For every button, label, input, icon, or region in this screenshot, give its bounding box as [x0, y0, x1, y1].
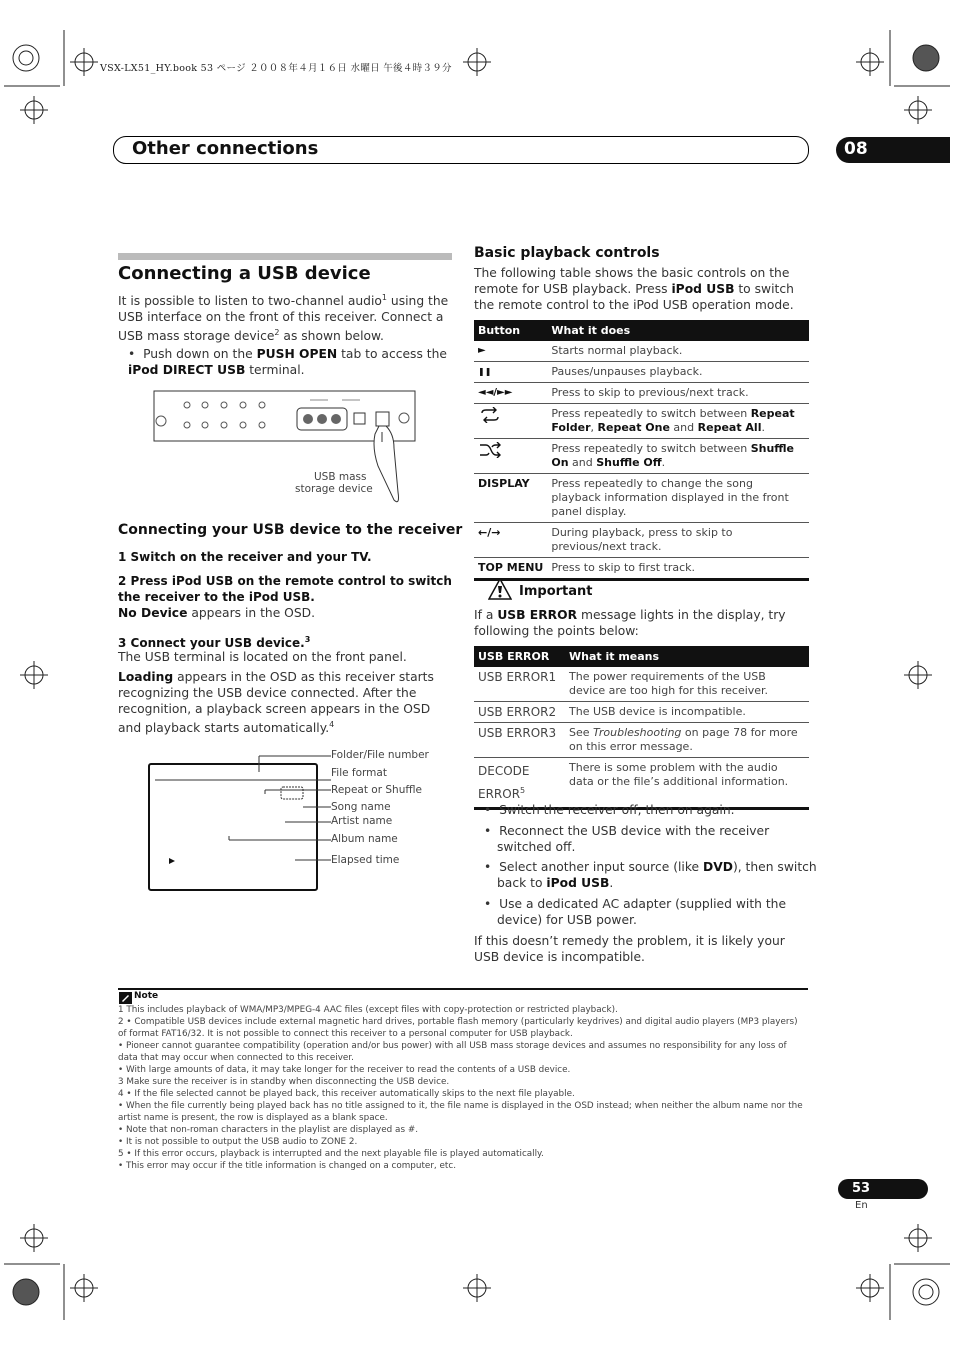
- osd-playback-screen: [145, 750, 335, 895]
- footnote-line: 2 • Compatible USB devices include external magnetic hard drives, portable flash memory (particularly keydrives) and digital audio players (MP3 players) of format FAT16/32. It is not possible to connect this receiver to a personal computer for USB playback.: [118, 1017, 798, 1039]
- footnote-line: 5 • If this error occurs, playback is interrupted and the next playable file is played automatically.: [118, 1149, 544, 1159]
- footnote-line: • Pioneer cannot guarantee compatibility (operation and/or bus power) with all USB mass storage devices and assumes no responsibility for any loss of data that may occur when connected to this receiver.: [118, 1041, 787, 1063]
- usb-error-table: [474, 646, 809, 810]
- step-3-detail-1: The USB terminal is located on the front panel.: [118, 650, 407, 664]
- shuffle-icon: [478, 442, 502, 458]
- chapter-badge: [836, 137, 950, 163]
- receiver-front-panel-illustration: [150, 388, 420, 506]
- table-row: USB ERROR3 See Troubleshooting on page 78 for more on this error message.: [474, 723, 809, 758]
- table-row: DECODE ERROR$^5$ There is some problem with the audio data or the file’s additional information.: [474, 758, 809, 809]
- page-number: 53: [852, 1181, 871, 1196]
- note-icon: [119, 992, 132, 1004]
- device-label-line1: USB mass: [314, 471, 367, 483]
- footnote-line: • Note that non-roman characters in the playlist are displayed as #.: [118, 1125, 418, 1135]
- osd-label-folder: Folder/File number: [331, 749, 429, 761]
- footnote-line: 1 This includes playback of WMA/MP3/MPEG-4 AAC files (except files with copy-protection or restricted playback).: [118, 1005, 618, 1015]
- subsection-title-connecting: Connecting your USB device to the receiver: [118, 522, 463, 538]
- print-info-line: VSX-LX51_HY.book 53 ページ ２００８年４月１６日 水曜日 午後４時３９分: [100, 63, 452, 74]
- page-number-badge: [838, 1179, 928, 1199]
- footnote-line: • This error may occur if the title information is changed on a computer, etc.: [118, 1161, 457, 1171]
- device-label-line2: storage device: [295, 483, 373, 495]
- step-2: 2 Press iPod USB on the remote control to switch the receiver to the iPod USB.: [118, 574, 452, 604]
- osd-label-repeat: Repeat or Shuffle: [331, 784, 422, 796]
- notes-title: Note: [134, 991, 159, 1001]
- footnote-line: 4 • If the file selected cannot be played back, this receiver automatically skips to the next file playable.: [118, 1089, 575, 1099]
- table-row: USB ERROR2 The USB device is incompatible.: [474, 702, 809, 723]
- table-row: USB ERROR1 The power requirements of the USB device are too high for this receiver.: [474, 667, 809, 702]
- error-bullet-2: • Reconnect the USB device with the receiver switched off.: [484, 824, 770, 854]
- header-title: Other connections: [132, 138, 319, 159]
- col-header-meaning: What it means: [565, 646, 809, 667]
- step-3: 3 Connect your USB device.$^3$: [118, 635, 311, 650]
- footnote-line: • When the file currently being played back has no title assigned to it, the file name is displayed in the OSD instead; when neither the album name nor the artist name is present, the row is displayed as a blank space.: [118, 1101, 803, 1123]
- error-bullet-3: • Select another input source (like DVD), then switch back to iPod USB.: [484, 860, 817, 890]
- footnote-line: • It is not possible to output the USB audio to ZONE 2.: [118, 1137, 358, 1147]
- osd-label-elapsed: Elapsed time: [331, 854, 400, 866]
- table-row: ←/→ During playback, press to skip to previous/next track.: [474, 523, 809, 558]
- step-3-detail-2: Loading appears in the OSD as this receiver starts recognizing the USB device connected. After the recognition, a playback screen appears in the OSD and playback starts automatically.$^4$: [118, 670, 434, 736]
- playback-intro: The following table shows the basic controls on the remote for USB playback. Press iPod USB to switch the remote control to the iPod USB operation mode.: [474, 266, 794, 312]
- table-row: TOP MENU Press to skip to first track.: [474, 558, 809, 580]
- push-open-bullet: • Push down on the PUSH OPEN tab to access the iPod DIRECT USB terminal.: [128, 347, 447, 377]
- table-row: ❚❚ Pauses/unpauses playback.: [474, 362, 809, 383]
- error-bullet-4: • Use a dedicated AC adapter (supplied with the device) for USB power.: [484, 897, 787, 927]
- table-row: Press repeatedly to switch between Shuffle On and Shuffle Off.: [474, 439, 809, 474]
- important-icon: [488, 578, 512, 600]
- osd-label-artist: Artist name: [331, 815, 393, 827]
- table-row: Press repeatedly to switch between Repeat Folder, Repeat One and Repeat All.: [474, 404, 809, 439]
- osd-label-album: Album name: [331, 833, 398, 845]
- closing-paragraph: If this doesn’t remedy the problem, it is likely your USB device is incompatible.: [474, 934, 785, 964]
- footnote-line: • With large amounts of data, it may take longer for the receiver to read the contents of a USB device.: [118, 1065, 571, 1075]
- important-text: If a USB ERROR message lights in the display, try following the points below:: [474, 608, 786, 638]
- table-row: ► Starts normal playback.: [474, 341, 809, 362]
- col-header-error: USB ERROR: [474, 646, 565, 667]
- important-title: Important: [519, 584, 593, 599]
- chapter-number: 08: [844, 139, 868, 159]
- section-title: Connecting a USB device: [118, 263, 371, 284]
- table-row: ◄◄/►► Press to skip to previous/next track.: [474, 383, 809, 404]
- col-header-what: What it does: [547, 320, 809, 341]
- osd-label-format: File format: [331, 767, 387, 779]
- col-header-button: Button: [474, 320, 547, 341]
- footnote-line: 3 Make sure the receiver is in standby when disconnecting the USB device.: [118, 1077, 450, 1087]
- page-language: En: [855, 1200, 868, 1211]
- error-bullet-1: • Switch the receiver off, then on again.: [484, 803, 735, 817]
- footnotes: [118, 1004, 808, 1172]
- table-row: DISPLAY Press repeatedly to change the song playback information displayed in the front panel display.: [474, 474, 809, 523]
- intro-paragraph: It is possible to listen to two-channel audio$^1$ using the USB interface on the front of this receiver. Connect a USB mass storage device$^2$ as shown below.: [118, 293, 449, 344]
- subsection-title-playback: Basic playback controls: [474, 245, 660, 261]
- step-1: 1 Switch on the receiver and your TV.: [118, 550, 372, 564]
- osd-label-song: Song name: [331, 801, 391, 813]
- section-divider: [118, 253, 452, 260]
- repeat-icon: [478, 407, 502, 423]
- step-2-detail: No Device appears in the OSD.: [118, 606, 316, 620]
- notes-divider: [118, 988, 808, 990]
- playback-controls-table: [474, 320, 809, 581]
